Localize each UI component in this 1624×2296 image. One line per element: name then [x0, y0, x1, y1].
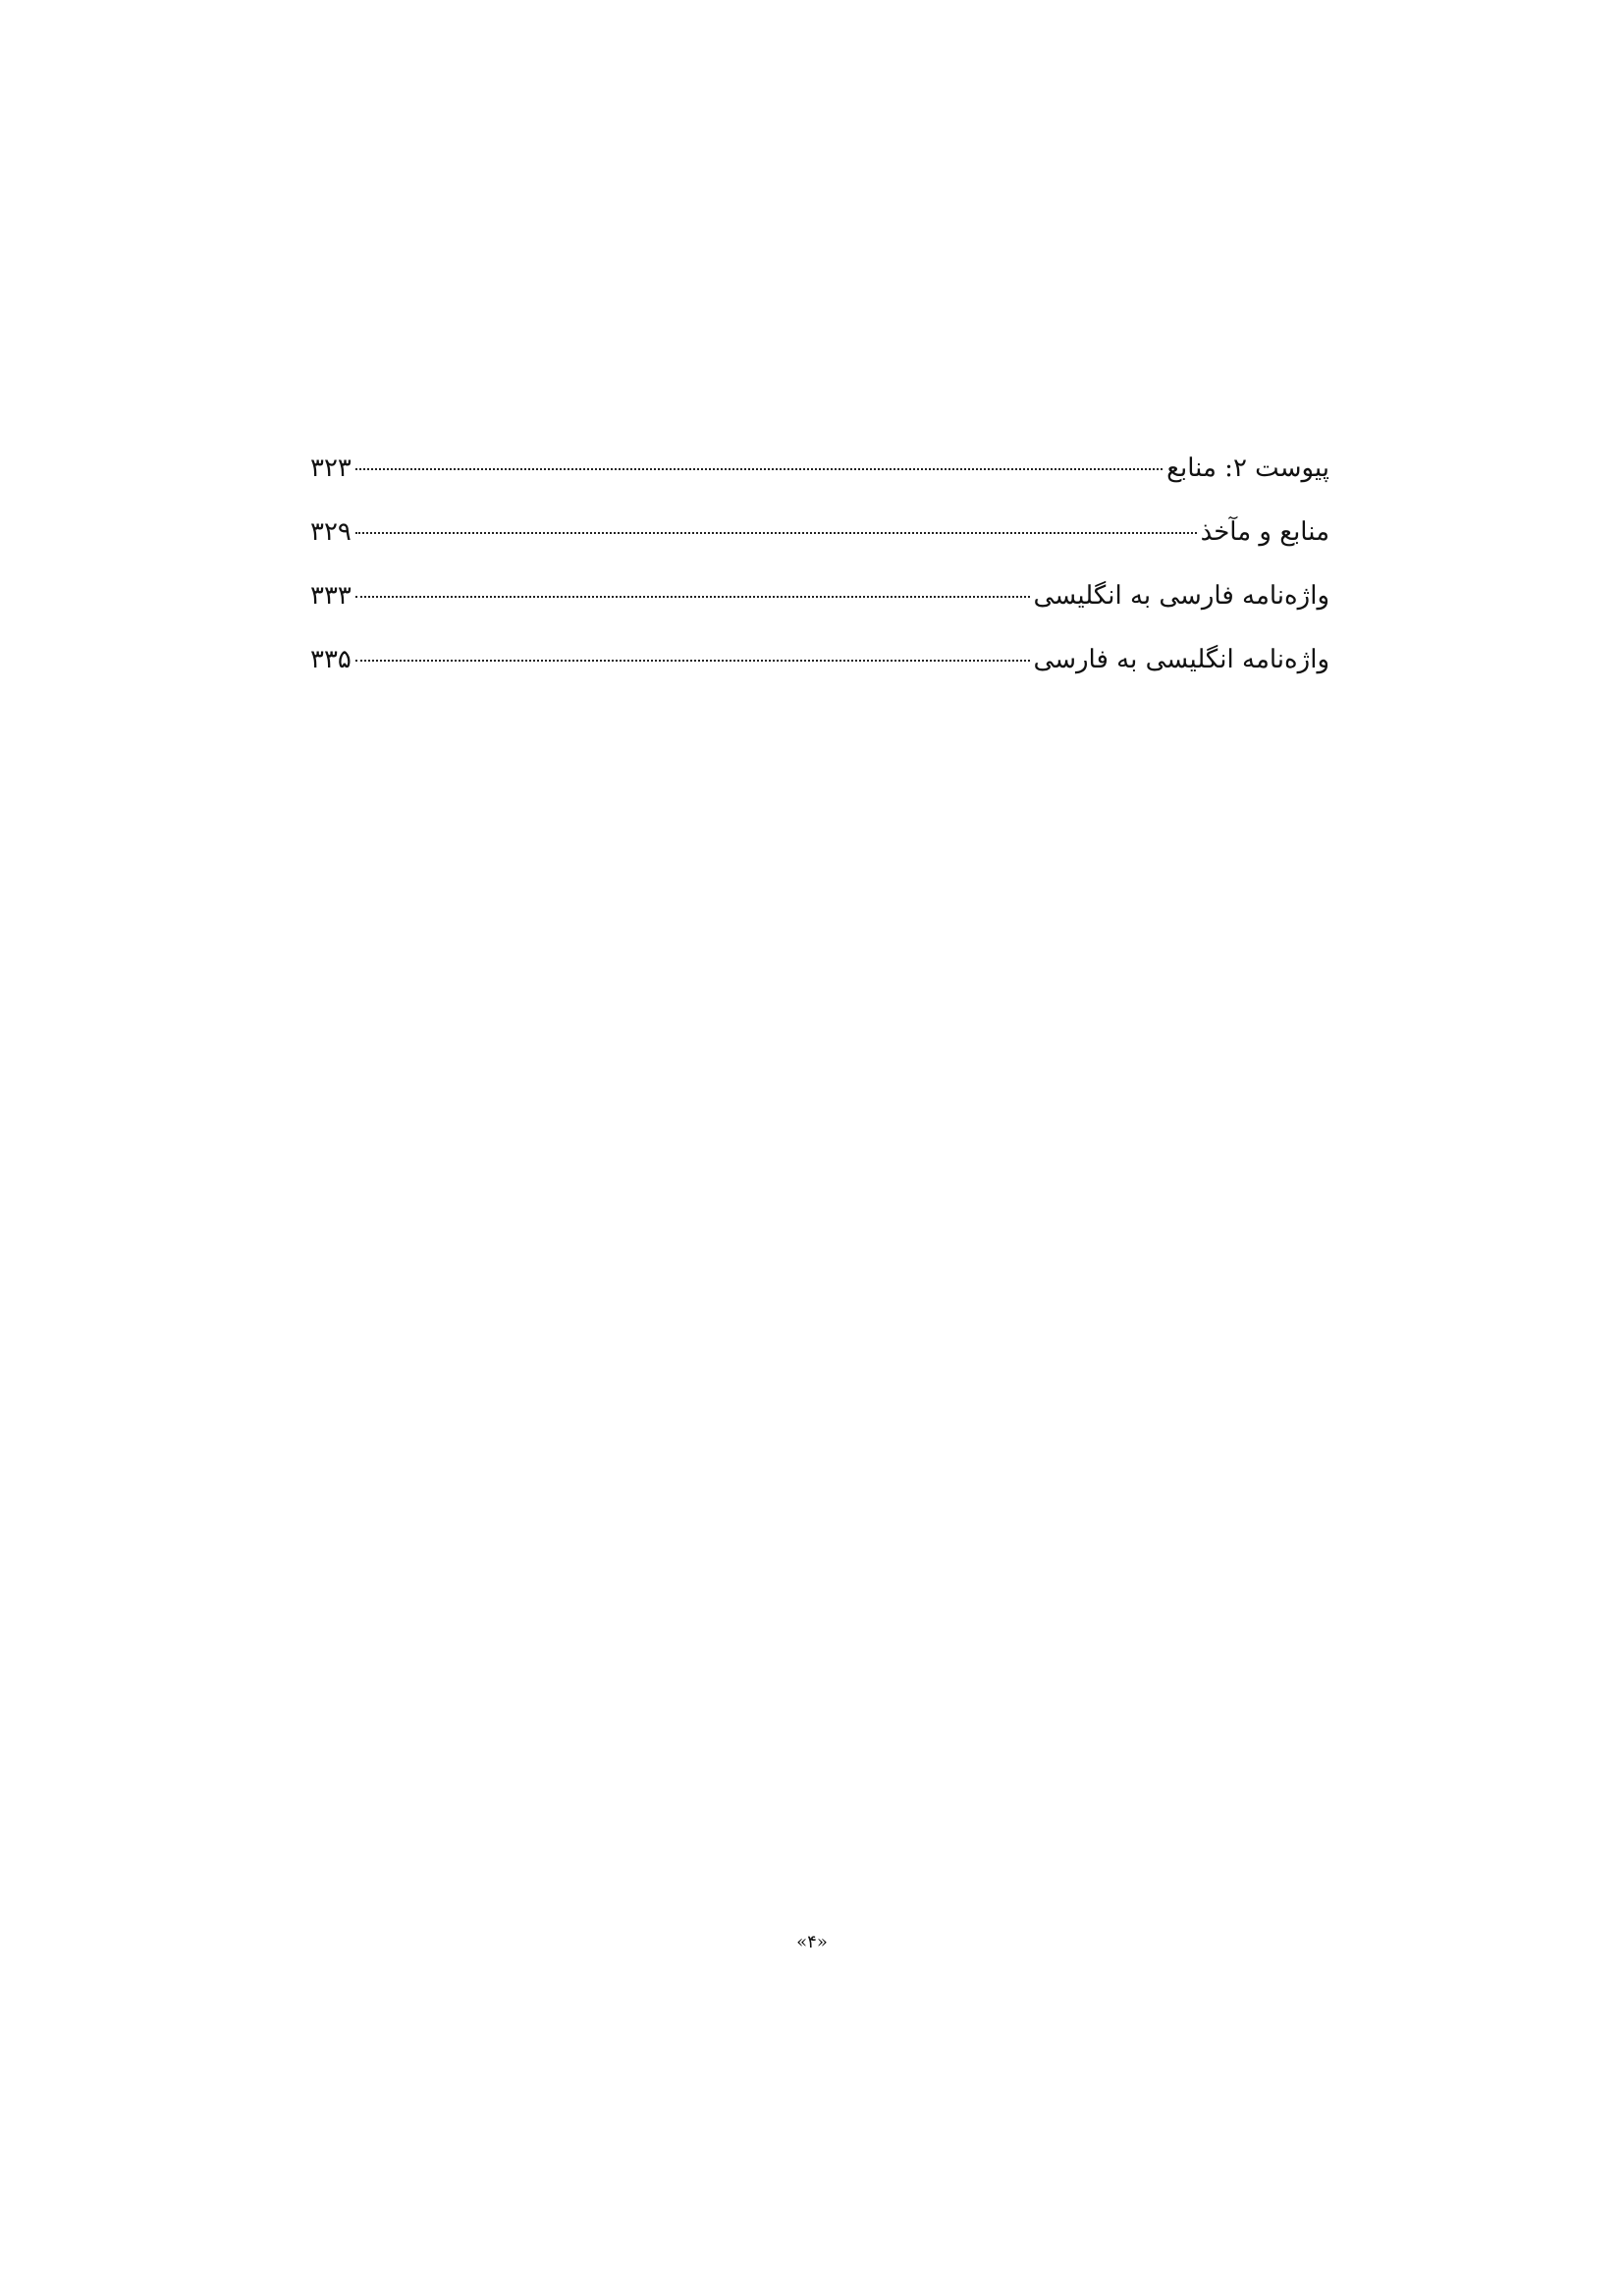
toc-entry-page: ۳۲۹ — [310, 517, 352, 547]
toc-entry-title: واژه‌نامه انگلیسی به فارسی — [1033, 645, 1329, 674]
table-of-contents — [310, 454, 1329, 709]
toc-leader-dots — [355, 468, 1163, 470]
toc-entry[interactable] — [310, 645, 1329, 709]
toc-entry-title: واژه‌نامه فارسی به انگلیسی — [1033, 581, 1329, 611]
page-number: «۴» — [796, 1932, 828, 1952]
toc-entry[interactable] — [310, 581, 1329, 645]
toc-leader-dots — [355, 596, 1030, 598]
toc-entry[interactable] — [310, 517, 1329, 581]
toc-entry-page: ۳۳۵ — [310, 645, 352, 674]
toc-entry-page: ۳۲۳ — [310, 454, 352, 483]
toc-entry-page: ۳۳۳ — [310, 581, 352, 611]
toc-leader-dots — [355, 660, 1030, 662]
toc-entry-title: پیوست ۲: منابع — [1166, 454, 1329, 483]
toc-leader-dots — [355, 532, 1197, 534]
toc-entry[interactable] — [310, 454, 1329, 517]
toc-entry-title: منابع و مآخذ — [1200, 517, 1329, 547]
